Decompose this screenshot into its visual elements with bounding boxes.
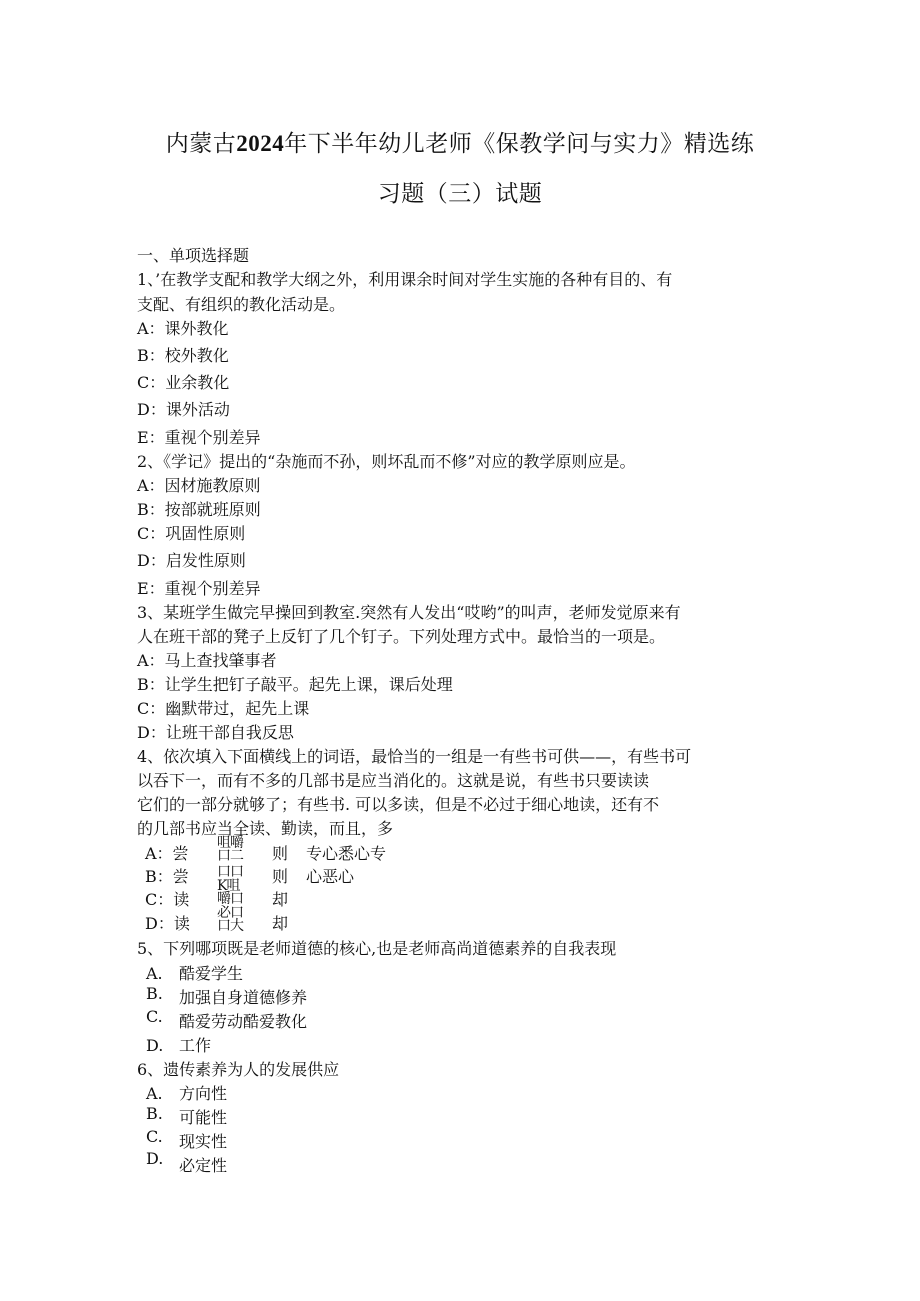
- q3-option-a: A：马上查找肇事者: [137, 651, 277, 670]
- q1-option-c: C：业余教化: [137, 373, 230, 392]
- q2-option-b: B：按部就班原则: [137, 500, 261, 519]
- q2-option-d: D：启发性原则: [137, 551, 246, 570]
- q2-option-c: C：巩固性原则: [137, 524, 246, 543]
- q4-option-d-mid-1: 必口: [217, 905, 243, 921]
- q6-option-c-letter: C.: [146, 1127, 163, 1146]
- q5-option-d-letter: D.: [146, 1036, 164, 1055]
- q4-option-c-mid-1: K咀: [217, 878, 240, 894]
- q1-stem-line-1: 1、’在教学支配和教学大纲之外，利用课余时间对学生实施的各种有目的、有: [137, 270, 673, 289]
- q3-stem-line-2: 人在班干部的凳子上反钉了几个钉子。下列处理方式中。最恰当的一项是。: [137, 627, 666, 646]
- q4-stem-line-1: 4、依次填入下面横线上的词语，最恰当的一组是一有些书可供——，有些书可: [137, 747, 692, 766]
- q4-stem-line-4: 的几部书应当全读、勤读，而且，多: [137, 819, 394, 838]
- q5-option-b-text: 加强自身道德修养: [179, 988, 308, 1007]
- q1-option-b: B：校外教化: [137, 346, 229, 365]
- q6-option-a-text: 方向性: [179, 1084, 228, 1103]
- q4-stem-line-2: 以吞下一，而有不多的几部书是应当消化的。这就是说，有些书只要读读: [137, 771, 650, 790]
- q4-option-a-mid-2: 口二: [217, 848, 243, 864]
- q5-option-a-text: 酷爱学生: [179, 964, 244, 983]
- q1-option-d: D：课外活动: [137, 400, 230, 419]
- q4-option-b-label: B：尝: [145, 867, 189, 886]
- q4-option-a-col-3: 则: [272, 844, 289, 863]
- title-suffix: 年下半年幼儿老师《保教学问与实力》精选练: [284, 131, 755, 157]
- q5-option-a-letter: A.: [146, 964, 163, 983]
- q5-option-d-text: 工作: [179, 1036, 212, 1055]
- q5-option-c-letter: C.: [146, 1007, 163, 1026]
- q6-option-b-letter: B.: [146, 1104, 163, 1123]
- q4-option-d-mid-2: 口大: [217, 918, 243, 934]
- q3-option-d: D：让班干部自我反思: [137, 723, 294, 742]
- q6-option-b-text: 可能性: [179, 1108, 228, 1127]
- q4-stem-line-3: 它们的一部分就够了；有些书. 可以多读，但是不必过于细心地读，还有不: [137, 795, 660, 814]
- q4-option-c-col-3: 却: [272, 890, 289, 909]
- q4-option-a-col-4: 专心悉心专: [306, 844, 387, 863]
- q4-option-d-label: D：读: [145, 914, 190, 933]
- q6-option-c-text: 现实性: [179, 1132, 228, 1151]
- q3-option-b: B：让学生把钉子敲平。起先上课，课后处理: [137, 675, 453, 694]
- q5-option-b-letter: B.: [146, 984, 163, 1003]
- q2-option-a: A：因材施教原则: [137, 476, 261, 495]
- q2-stem-line-1: 2、《学记》提出的“杂施而不孙，则坏乱而不修”对应的教学原则应是。: [137, 452, 636, 471]
- section-heading: 一、单项选择题: [137, 246, 250, 265]
- title-year: 2024: [236, 131, 285, 156]
- q4-option-c-label: C：读: [145, 890, 190, 909]
- q1-option-e: E：重视个别差异: [137, 428, 261, 447]
- q3-option-c: C：幽默带过，起先上课: [137, 699, 310, 718]
- document-title-line-1: [0, 125, 920, 158]
- q3-stem-line-1: 3、某班学生做完早操回到教室.突然有人发出“哎哟”的叫声，老师发觉原来有: [137, 603, 681, 622]
- q4-option-a-mid-1: 咀嚼: [217, 835, 243, 851]
- document-title-line-2: 习题（三）试题: [377, 181, 543, 207]
- q5-stem-line-1: 5、下列哪项既是老师道德的核心,也是老师高尚道德素养的自我表现: [137, 939, 617, 958]
- q6-option-a-letter: A.: [146, 1084, 163, 1103]
- title-prefix: 内蒙古: [165, 131, 237, 157]
- q5-option-c-text: 酷爱劳动酷爱教化: [179, 1012, 308, 1031]
- q4-option-c-mid-2: 嚼口: [217, 891, 243, 907]
- q6-option-d-text: 必定性: [179, 1156, 228, 1175]
- q4-option-a-label: A：尝: [145, 844, 189, 863]
- q4-option-d-col-3: 却: [272, 914, 289, 933]
- q1-stem-line-2: 支配、有组织的教化活动是。: [137, 295, 346, 314]
- q6-option-d-letter: D.: [146, 1149, 164, 1168]
- q2-option-e: E：重视个别差异: [137, 579, 261, 598]
- q1-option-a: A：课外教化: [137, 319, 229, 338]
- q4-option-b-col-3: 则: [272, 867, 289, 886]
- q4-option-b-col-4: 心恶心: [306, 867, 355, 886]
- q6-stem-line-1: 6、遗传素养为人的发展供应: [137, 1060, 340, 1079]
- q4-option-b-mid: 口口: [217, 864, 243, 880]
